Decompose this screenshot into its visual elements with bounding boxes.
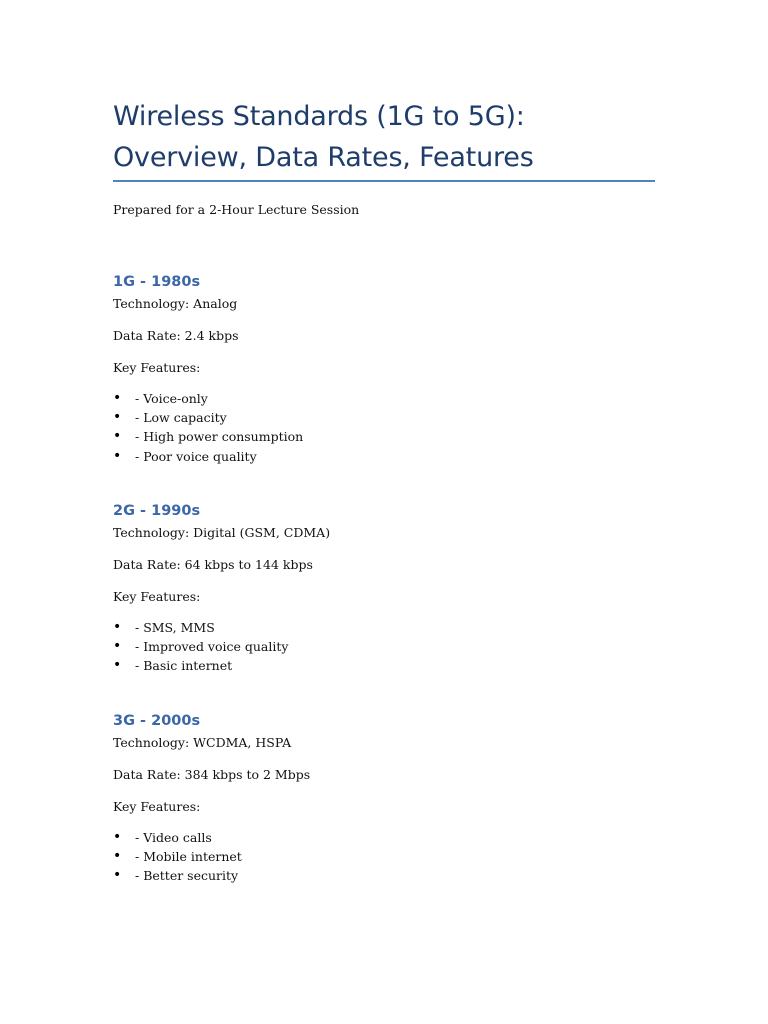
- list-item: [113, 847, 655, 866]
- feature-list: [113, 828, 655, 886]
- list-item: [113, 427, 655, 446]
- feature-text: - Voice-only: [135, 391, 208, 406]
- title-underline: [113, 180, 655, 182]
- data-rate-text: Data Rate: 384 kbps to 2 Mbps: [113, 767, 311, 782]
- feature-text: - Basic internet: [135, 658, 233, 674]
- key-features-label: Key Features:: [113, 360, 201, 375]
- bullet-icon: •: [113, 447, 122, 464]
- bullet-icon: •: [113, 619, 122, 635]
- list-item: [113, 408, 655, 427]
- bullet-icon: •: [113, 428, 122, 445]
- list-item: [113, 656, 655, 675]
- feature-list: [113, 618, 655, 676]
- feature-text: - Improved voice quality: [135, 639, 289, 655]
- key-features-label: Key Features:: [113, 799, 201, 814]
- feature-text: - SMS, MMS: [135, 620, 215, 635]
- section-1g: [113, 272, 655, 466]
- document-body: [113, 96, 655, 884]
- list-item: [113, 447, 655, 466]
- section-3g: [113, 711, 655, 886]
- feature-text: - Low capacity: [135, 410, 227, 426]
- section-heading: 2G - 1990s: [113, 503, 201, 519]
- feature-text: - High power consumption: [135, 429, 304, 445]
- document-title-line-1: Wireless Standards (1G to 5G):: [113, 101, 525, 132]
- bullet-icon: •: [113, 638, 122, 655]
- bullet-icon: •: [113, 409, 122, 426]
- bullet-icon: •: [113, 848, 122, 865]
- technology-text: Technology: Digital (GSM, CDMA): [113, 525, 331, 540]
- bullet-icon: •: [113, 390, 122, 406]
- list-item: [113, 389, 655, 408]
- technology-text: Technology: Analog: [113, 296, 238, 311]
- section-2g: [113, 501, 655, 676]
- bullet-icon: •: [113, 829, 122, 845]
- list-item: [113, 618, 655, 637]
- data-rate-text: Data Rate: 64 kbps to 144 kbps: [113, 557, 313, 572]
- list-item: [113, 828, 655, 847]
- feature-list: [113, 389, 655, 466]
- feature-text: - Mobile internet: [135, 849, 242, 865]
- feature-text: - Poor voice quality: [135, 448, 257, 464]
- section-heading: 1G - 1980s: [113, 274, 201, 290]
- technology-text: Technology: WCDMA, HSPA: [113, 735, 292, 750]
- bullet-icon: •: [113, 867, 122, 884]
- feature-text: - Better security: [135, 868, 239, 884]
- list-item: [113, 866, 655, 885]
- list-item: [113, 637, 655, 656]
- key-features-label: Key Features:: [113, 589, 201, 604]
- feature-text: - Video calls: [135, 830, 212, 845]
- document-title-line-2: Overview, Data Rates, Features: [113, 142, 534, 173]
- document-title: [113, 96, 655, 178]
- document-subtitle: Prepared for a 2-Hour Lecture Session: [113, 202, 360, 217]
- bullet-icon: •: [113, 657, 122, 674]
- section-heading: 3G - 2000s: [113, 713, 201, 729]
- data-rate-text: Data Rate: 2.4 kbps: [113, 328, 239, 343]
